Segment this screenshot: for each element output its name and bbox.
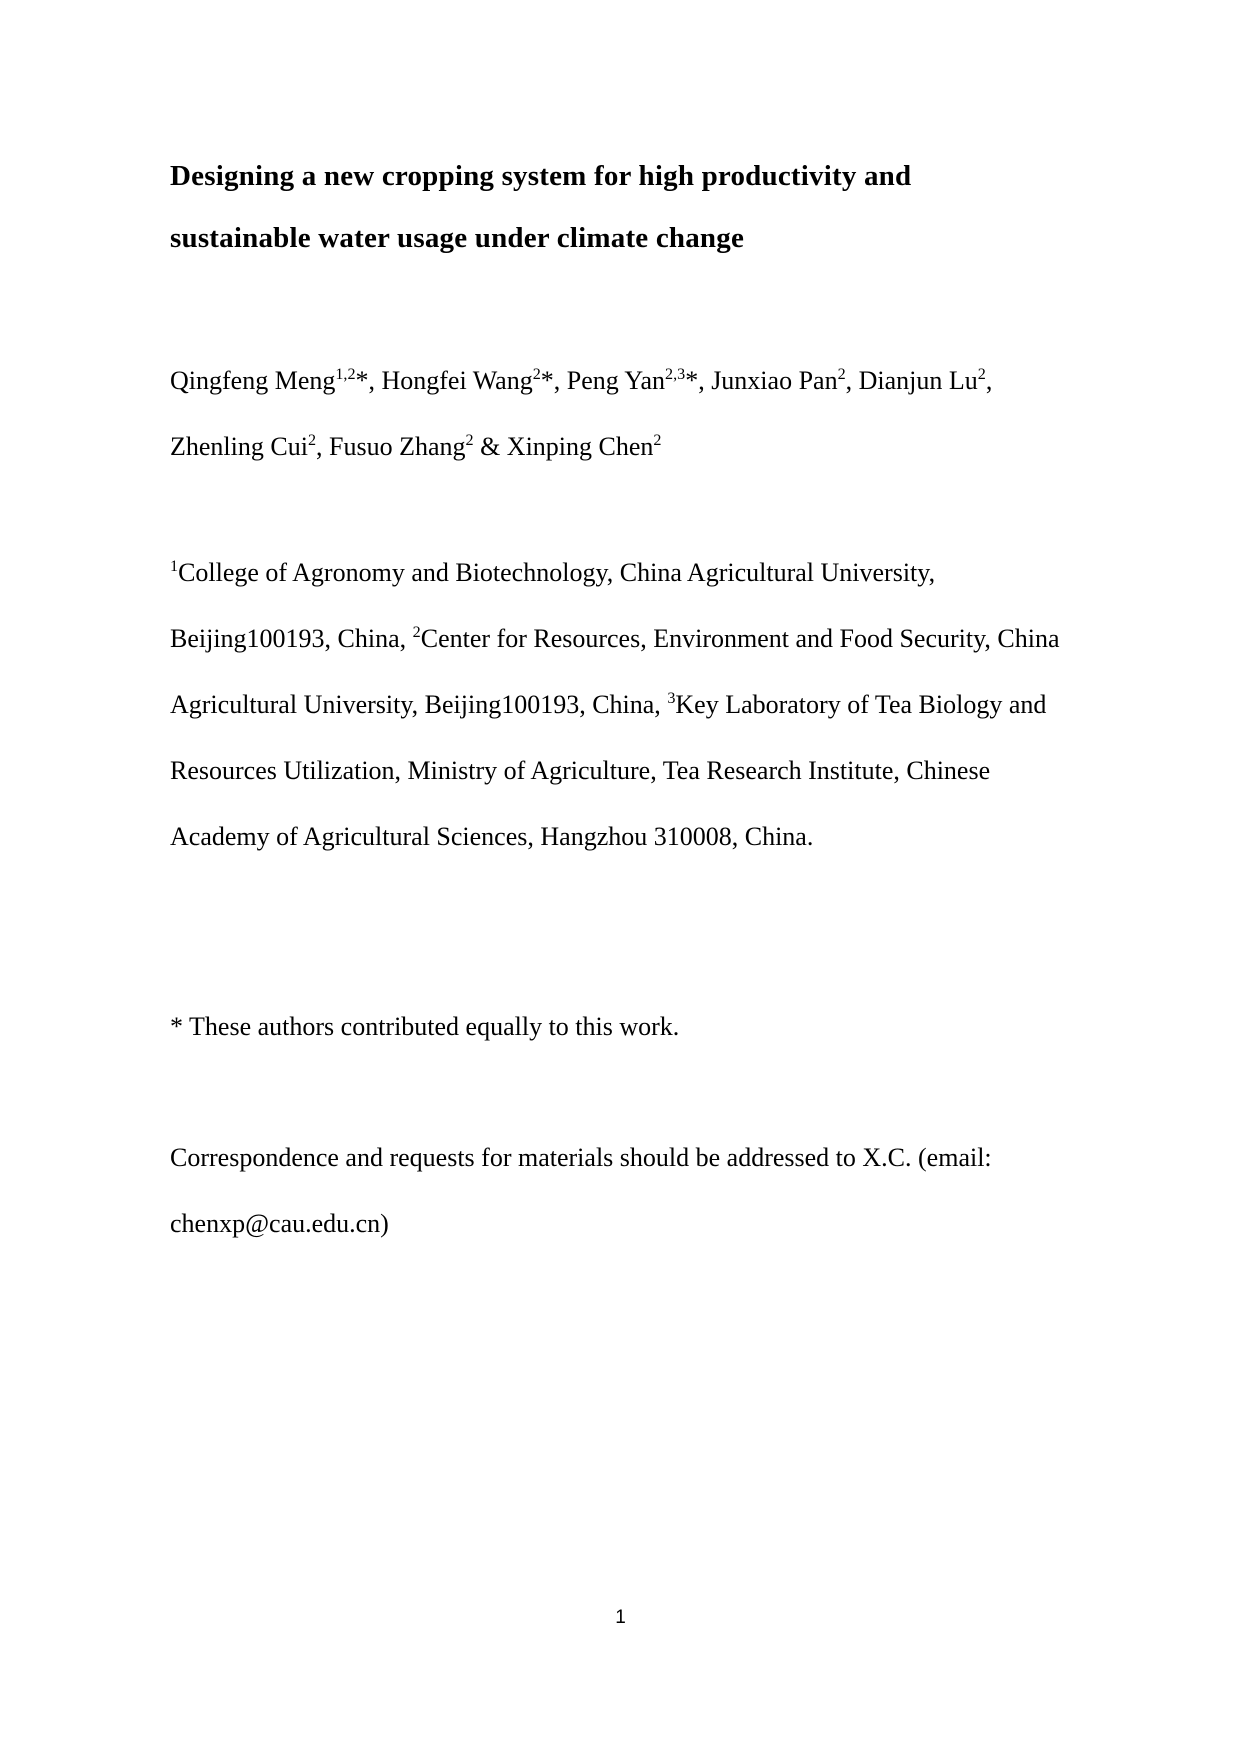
superscript: 3 (667, 689, 676, 707)
text-line: sustainable water usage under climate change (170, 222, 745, 254)
superscript: 2 (977, 365, 986, 383)
correspondence-note (170, 1125, 1091, 1257)
author-list (170, 348, 1091, 480)
affiliations (170, 540, 1091, 870)
superscript: 2 (307, 431, 316, 449)
paper-title (170, 145, 1091, 269)
text-line: chenxp@cau.edu.cn) (170, 1209, 389, 1238)
text-line: Academy of Agricultural Sciences, Hangzhou 310008, China. (170, 822, 814, 851)
text-line: Resources Utilization, Ministry of Agriculture, Tea Research Institute, Chinese (170, 756, 991, 785)
text-line: Correspondence and requests for materials should be addressed to X.C. (email: (170, 1143, 992, 1172)
superscript: 2 (532, 365, 541, 383)
superscript: 1 (170, 557, 179, 575)
superscript: 2 (412, 623, 421, 641)
text-line: $^1$College of Agronomy and Biotechnology, China Agricultural University, (170, 557, 936, 587)
superscript: 2 (465, 431, 474, 449)
page-number: 1 (615, 1607, 626, 1628)
text-line: Agricultural University, Beijing100193, China, $^3$Key Laboratory of Tea Biology and (170, 689, 1047, 719)
text-line: Zhenling Cui$^2$, Fusuo Zhang$^2$ & Xinping Chen$^2$ (170, 431, 662, 461)
superscript: 1,2 (335, 365, 356, 383)
superscript: 2 (653, 431, 662, 449)
text-line: Qingfeng Meng$^{1,2}$*, Hongfei Wang$^2$*, Peng Yan$^{2,3}$*, Junxiao Pan$^2$, Dianjun Lu$^2$, (170, 365, 993, 395)
text-line: Beijing100193, China, $^2$Center for Resources, Environment and Food Security, China (170, 623, 1060, 653)
equal-contribution-note: * These authors contributed equally to this work. (170, 1012, 680, 1041)
superscript: 2,3 (665, 365, 686, 383)
text-line: Designing a new cropping system for high productivity and (170, 160, 912, 192)
superscript: 2 (837, 365, 846, 383)
